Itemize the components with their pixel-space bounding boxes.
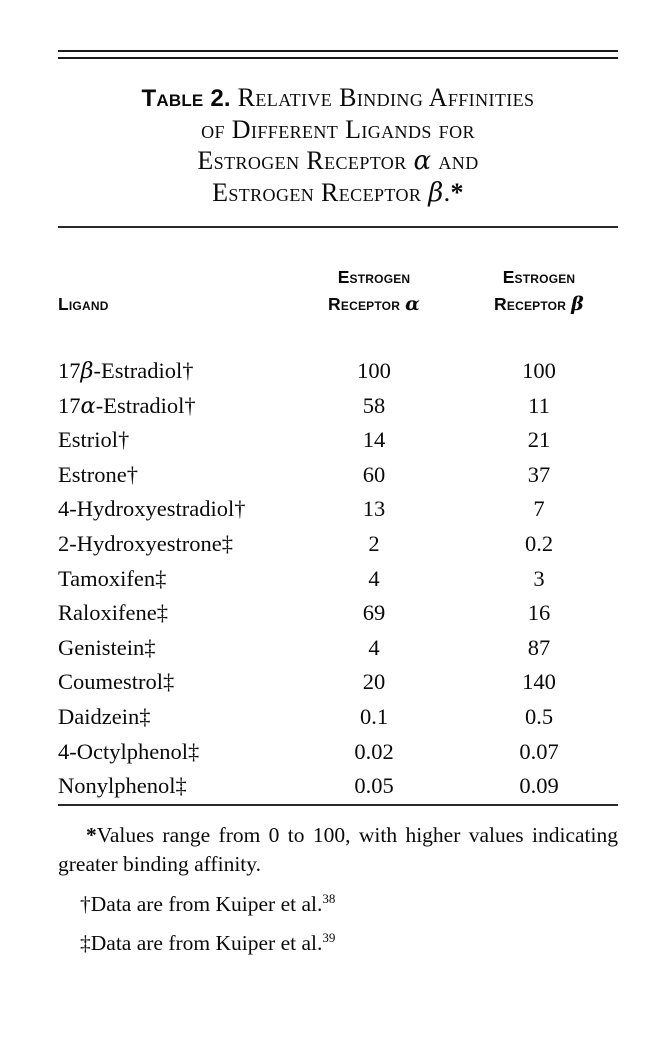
ligand-cell: 4-Hydroxyestradiol† <box>58 496 246 522</box>
asterisk-marker: * <box>450 178 464 207</box>
title-text-4: Estrogen Receptor <box>212 178 422 207</box>
er-beta-header-line1: Estrogen <box>502 267 576 287</box>
column-header-er-beta <box>460 264 618 354</box>
er-beta-value: 100 <box>522 358 556 383</box>
table-figure <box>0 50 666 1054</box>
table-row <box>58 423 618 458</box>
table-row <box>58 700 618 735</box>
footnote-double-dagger <box>58 929 618 958</box>
beta-symbol: β <box>571 293 584 315</box>
table-row <box>58 458 618 493</box>
er-alpha-value: 13 <box>362 496 386 522</box>
footnote-text: Values range from 0 to 100, with higher values indicating greater binding affinity. <box>58 822 618 876</box>
er-alpha-value: 100 <box>357 358 391 383</box>
top-double-rule <box>58 50 618 59</box>
er-alpha-value: 0.1 <box>359 703 389 729</box>
ligand-cell: 17β-Estradiol† <box>58 358 194 384</box>
er-alpha-value: 0.05 <box>354 773 394 799</box>
er-alpha-value: 14 <box>362 427 386 453</box>
ligand-cell: 17α-Estradiol† <box>58 392 196 419</box>
er-beta-header-line2: Receptor <box>494 294 567 314</box>
footnote-text: Data are from Kuiper et al. <box>90 891 323 916</box>
double-dagger-marker: ‡ <box>80 930 91 955</box>
er-beta-value: 11 <box>528 392 550 418</box>
er-beta-value: 3 <box>533 565 545 591</box>
title-separator-rule <box>58 226 618 228</box>
title-period: . <box>443 178 451 207</box>
column-header-ligand <box>58 264 288 354</box>
er-alpha-value: 58 <box>362 392 386 418</box>
ligand-header-label: Ligand <box>58 294 109 314</box>
title-line-4 <box>58 177 618 209</box>
greek-symbol: α <box>80 392 96 419</box>
er-beta-value: 21 <box>527 427 551 453</box>
column-header-er-alpha <box>288 264 460 354</box>
er-beta-value: 87 <box>527 634 551 660</box>
er-beta-value: 0.07 <box>519 738 559 764</box>
ligand-cell: Coumestrol‡ <box>58 669 175 695</box>
alpha-symbol: α <box>405 293 420 315</box>
table-row <box>58 735 618 770</box>
er-alpha-value: 4 <box>368 634 380 660</box>
title-line-2: of Different Ligands for <box>201 115 475 144</box>
ligand-cell: 2-Hydroxyestrone‡ <box>58 530 233 556</box>
table-row <box>58 354 618 389</box>
er-alpha-value: 60 <box>362 461 386 487</box>
table-body <box>58 354 618 804</box>
ligand-cell: Estriol† <box>58 427 130 453</box>
ligand-cell: Daidzein‡ <box>58 703 151 729</box>
title-text-3b: and <box>438 146 479 175</box>
bottom-rule <box>58 804 618 806</box>
title-line-1 <box>58 82 618 114</box>
er-alpha-value: 4 <box>368 565 380 591</box>
ligand-cell: Estrone† <box>58 461 138 487</box>
table-row <box>58 631 618 666</box>
footnote-text: Data are from Kuiper et al. <box>90 930 323 955</box>
er-alpha-value: 20 <box>362 669 386 695</box>
er-beta-value: 0.5 <box>524 703 554 729</box>
alpha-symbol: α <box>413 146 432 176</box>
table-row <box>58 527 618 562</box>
ligand-cell: Tamoxifen‡ <box>58 565 167 591</box>
table-number-label: Table 2. <box>141 85 231 112</box>
ligand-cell: Nonylphenol‡ <box>58 773 187 799</box>
er-beta-value: 7 <box>533 496 545 522</box>
er-beta-value: 0.2 <box>524 530 554 556</box>
title-line-3 <box>58 145 618 177</box>
title-text-1: Relative Binding Affinities <box>237 83 535 112</box>
table-title <box>58 82 618 209</box>
reference-number: 38 <box>322 890 336 906</box>
table-row <box>58 562 618 597</box>
footnote-dagger <box>58 890 618 919</box>
er-beta-value: 16 <box>527 600 551 626</box>
footnotes <box>58 821 618 958</box>
ligand-cell: 4-Octylphenol‡ <box>58 738 200 764</box>
ligand-cell: Raloxifene‡ <box>58 600 168 626</box>
table-row <box>58 596 618 631</box>
table-row <box>58 492 618 527</box>
beta-symbol: β <box>428 178 444 208</box>
ligand-cell: Genistein‡ <box>58 634 156 660</box>
er-alpha-header-line2: Receptor <box>328 294 401 314</box>
greek-symbol: β <box>80 358 94 384</box>
table-row <box>58 665 618 700</box>
er-beta-value: 0.09 <box>519 773 559 799</box>
er-alpha-header-line1: Estrogen <box>337 267 411 287</box>
er-beta-value: 37 <box>527 461 551 487</box>
table-row <box>58 389 618 424</box>
header-row <box>58 264 618 354</box>
er-alpha-value: 2 <box>368 530 380 556</box>
er-alpha-value: 0.02 <box>354 738 394 764</box>
footnote-values-range <box>58 821 618 879</box>
table-row <box>58 769 618 804</box>
binding-affinity-table <box>58 264 618 804</box>
er-alpha-value: 69 <box>362 600 386 626</box>
reference-number: 39 <box>322 929 336 945</box>
dagger-marker: † <box>80 891 91 916</box>
er-beta-value: 140 <box>522 669 556 695</box>
title-text-3: Estrogen Receptor <box>197 146 407 175</box>
asterisk-marker: * <box>86 822 97 847</box>
